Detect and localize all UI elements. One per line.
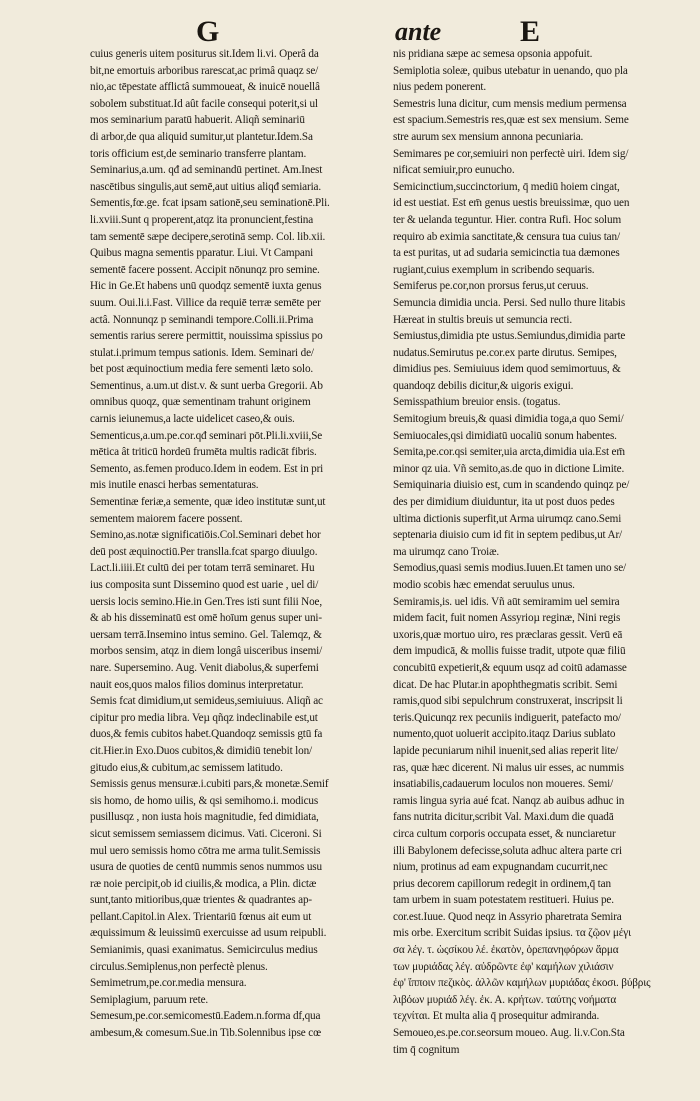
text-line: gitudo eius,& cubitum,ac semissem latitudo.	[90, 761, 283, 774]
text-line: sunt,tanto mitioribus,quæ trientes & quadrantes ap-	[90, 894, 312, 907]
text-line: Semita,pe.cor.qsi semiter,uia arcta,dimidia uia.Est em̄	[393, 446, 625, 459]
text-line: rugiant,cuius exemplum in scribendo sequaris.	[393, 263, 595, 276]
text-line: bit,ne emortuis arboribus rarescat,ac primâ quaqz se/	[90, 64, 319, 77]
text-line: omnibus quoqz, quæ sementinam trahunt originem	[90, 396, 311, 409]
text-line: τεχνίται. Et multa alia q̄ prosequitur admiranda.	[393, 1010, 600, 1023]
text-line: Semis fcat dimidium,ut semideus,semiuiuus. Aliqñ ac	[90, 695, 323, 708]
text-line: Sementis,fœ.ge. fcat ipsam sationē,seu seminationē.Pli.	[90, 197, 330, 210]
running-head: ante	[395, 17, 442, 46]
text-line: ius composita sunt Dissemino quod est uarie , uel di/	[90, 579, 319, 591]
text-line: ultima dictionis superfit,ut Arma uirumqz cano.Semi	[393, 512, 622, 525]
text-line: stulat.i.primum tempus sationis. Idem. Seminari de/	[90, 346, 314, 359]
text-line: numento,quot uoluerit accipito.itaqz Darius sublato	[393, 728, 616, 741]
text-line: deū post æquinoctiū.Per translla.fcat spargo diuulgo.	[90, 545, 318, 558]
text-line: ambesum,& comesum.Sue.in Tib.Solennibus ipse cœ	[90, 1027, 321, 1040]
text-line: Semiramis,is. uel idis. Vñ aūt semiramim uel semira	[393, 595, 620, 608]
text-line: bet post æquinoctium media fere sementi læto solo.	[90, 363, 314, 376]
text-line: των μυριάδας λέγ. αὐδρῶντε ἐφ' καμήλων χιλιάσιν	[393, 960, 614, 973]
text-line: σα λέγ. τ. ὡςσίκου λέ. ἐκατὸν, ὁρεπανηφόρων ἅρμα	[393, 944, 619, 957]
text-line: ἐφ' ἵπποιν πεζικὸς. ἀλλῶν καμήλων μυριάδας ἐκοσι. βύβρις	[393, 977, 651, 990]
text-line: Semestris luna dicitur, cum mensis medium permensa	[393, 97, 627, 110]
text-line: Semuncia dimidia uncia. Persi. Sed nullo thure litabis	[393, 296, 626, 309]
text-line: minor qz uia. Vñ semito,as.de quo in dictione Limite.	[393, 462, 625, 475]
text-line: fans nutrita dicitur,scribit Val. Maxi.dum die quadā	[393, 811, 614, 824]
text-line: dem impudicā, & mollis fuisse tradit, utpote quæ filiū	[393, 645, 626, 658]
text-line: Semiustus,dimidia pte ustus.Semiundus,dimidia parte	[393, 330, 626, 343]
text-line: Semento, as.femen produco.Idem in eodem. Est in pri	[90, 462, 324, 475]
text-line: mis orbe. Exercitum scribit Suidas ipsius. τα ζῷον μέγι	[393, 927, 631, 940]
text-line: æquissimum & leuissimū exercuisse ad usum reipubli.	[90, 927, 327, 940]
text-line: Semimetrum,pe.cor.media mensura.	[90, 977, 247, 990]
text-line: & ab his disseminatū est omē hoīum genus super uni-	[90, 612, 322, 625]
text-line: duos,& femis cubitos habet.Quandoqz semissis gtū fa	[90, 728, 323, 741]
text-line: ma uirumqz cano Troiæ.	[393, 545, 500, 558]
text-line: ramis lingua syria aué fcat. Nanqz ab auibus adhuc in	[393, 794, 625, 807]
text-line: dicat. De hac Plutar.in apophthegmatis scribit. Semi	[393, 678, 618, 691]
text-line: Semino,as.notæ significatiōis.Col.Seminari debet hor	[90, 529, 321, 542]
text-line: Semitogium breuis,& quasi dimidia toga,a quo Semi/	[393, 413, 624, 426]
text-line: ramis,quod sibi sepulchrum construxerat, inscripsit li	[393, 695, 623, 708]
text-line: Semianimis, quasi exanimatus. Semicirculus medius	[90, 944, 318, 957]
text-line: Semiquinaria diuisio est, cum in scandendo quinqz pe/	[393, 479, 630, 492]
text-line: circulus.Semiplenus,non perfectè plenus.	[90, 960, 268, 973]
text-line: nare. Supersemino. Aug. Venit diabolus,& superfemi	[90, 661, 319, 674]
text-line: quandoqz debilis dicitur,& uigoris exigui.	[393, 379, 574, 392]
text-line: Sementinus, a.um.ut dist.v. & sunt uerba Gregorii. Ab	[90, 379, 323, 392]
text-line: Semiferus pe.cor,non prorsus ferus,ut ceruus.	[393, 280, 589, 293]
text-line: nudatus.Semirutus pe.cor.ex parte dirutus. Semipes,	[393, 346, 617, 359]
text-line: mis inutile enasci herbas sementaturas.	[90, 479, 259, 492]
text-line: pusillusqz , non iusta hois magnitudie, fed dimidiata,	[90, 811, 319, 824]
text-line: Quibus magna sementis pparatur. Liui. Vt Campani	[90, 247, 314, 260]
text-line: est spacium.Semestris res,quæ est sex mensium. Seme	[393, 114, 629, 127]
text-line: usura de quoties de centū nummis senos nummos usu	[90, 861, 322, 874]
text-line: midem facit, fuit nomen Assyrioµ reginæ, Nini regis	[393, 612, 621, 625]
text-line: Hæreat in stultis breuis ut semuncia recti.	[393, 313, 573, 326]
text-line: Semisspathium breuior ensis. (togatus.	[393, 396, 561, 409]
text-line: sicut semissem semiassem dicimus. Vati. Ciceroni. Si	[90, 827, 322, 840]
text-line: Semissis genus mensuræ.i.cubiti pars,& monetæ.Semif	[90, 778, 329, 791]
text-line: sementē facere possent. Accipit nōnunqz pro semine.	[90, 263, 320, 276]
text-line: cuius generis uitem positurus sit.Idem li.vi. Operâ da	[90, 48, 319, 60]
text-line: suum. Oui.li.i.Fast. Villice da requiē terræ semēte per	[90, 296, 321, 309]
text-line: nius pedem ponerent.	[393, 81, 487, 94]
text-line: stre aurum sex mensium annona pecuniaria.	[393, 130, 584, 143]
text-line: nauit eos,quos malos filios dominus interpretatur.	[90, 678, 304, 691]
text-line: carnis ieiunemus,a lacte uidelicet caseo,& ouis.	[90, 413, 295, 426]
text-line: tam sementē sæpe decipere,serotinā semp. Col. lib.xii.	[90, 230, 326, 243]
text-line: cor.est.Iuue. Quod neqz in Assyrio pharetrata Semira	[393, 910, 622, 923]
text-line: sis homo, de homo uilis, & qsi semihomo.i. modicus	[90, 794, 319, 807]
text-line: Semodius,quasi semis modius.Iuuen.Et tamen uno se/	[393, 562, 627, 575]
text-line: dimidius pes. Semiuiuus idem quod semimortuus, &	[393, 363, 621, 376]
text-line: teris.Quicunqz rex pecuniis indiguerit, patefacto mo/	[393, 711, 621, 724]
text-line: morbos sensim, atqz in diem longâ uisceribus insemi/	[90, 645, 323, 658]
text-line: circa cultum corporis occupata esset, & nunciaretur	[393, 827, 616, 840]
text-line: nis pridiana sæpe ac semesa opsonia appofuit.	[393, 48, 593, 60]
text-line: septenaria diuisio cum id fit in septem pedibus,ut Ar/	[393, 529, 622, 542]
text-line: ras, quæ hæc dicerent. Ni malus uir esses, ac nummis	[393, 761, 624, 774]
text-line: Semiuocales,qsi dimidiatū uocaliū sonum habentes.	[393, 429, 617, 442]
text-line: λιβόων μυριάδ λέγ. ἐκ. Α. κρήτων. ταύτης νοήματα	[393, 993, 617, 1006]
text-line: Semicinctium,succinctorium, q̄ mediū hoiem cingat,	[393, 180, 620, 193]
text-line: li.xviii.Sunt q properent,atqz ita pronuncient,festina	[90, 213, 314, 226]
text-line: nium, protinus ad eam expugnandam cucurrit,nec	[393, 861, 608, 874]
text-line: mul uero semissis homo cōtra me arma tulit.Semissis	[90, 844, 321, 857]
text-line: tam urbem in suam potestatem restitueri. Huius pe.	[393, 894, 614, 907]
text-line: Lact.li.iiii.Et cultū dei per totam terrā seminaret. Hu	[90, 562, 315, 575]
text-line: nio,ac tēpestate afflictâ summoueat, & inuicē nouellâ	[90, 81, 320, 94]
text-line: Semesum,pe.cor.semicomestū.Eadem.n.forma df,qua	[90, 1010, 321, 1023]
text-line: mos seminarium paratū habuerit. Aliqñ seminariū	[90, 114, 305, 127]
text-line: Semiplagium, paruum rete.	[90, 993, 209, 1006]
text-line: pellant.Capitol.in Alex. Trientariū fœnus ait eum ut	[90, 910, 312, 923]
text-line: cit.Hier.in Exo.Duos cubitos,& dimidiū tenebit lon/	[90, 744, 312, 757]
text-line: uersis locis semino.Hie.in Gen.Tres isti sunt filii Noe,	[90, 595, 323, 608]
text-line: ta est puritas, ut ad sudaria semicinctia tua dæmones	[393, 247, 620, 260]
text-line: requiro ab eximia sanctitate,& censura tua cuius tan/	[393, 230, 620, 243]
text-line: Semiplotia soleæ, quibus utebatur in uenando, quo pla	[393, 64, 628, 77]
text-line: Sementinæ feriæ,a semente, quæ ideo institutæ sunt,ut	[90, 496, 326, 509]
text-line: uxoris,quæ mortuo uiro, res præclaras gessit. Verū eā	[393, 628, 623, 641]
text-line: uersam terrā.Insemino intus semino. Gel. Talemqz, &	[90, 628, 322, 641]
right-text-column	[393, 46, 699, 1058]
text-line: sementis rarius serere permittit, nouissima spissius po	[90, 330, 323, 343]
text-line: ræ noie percipit,ob id ciuilis,& modica, a Plin. dictæ	[90, 877, 317, 890]
text-line: tim q̄ cognitum	[393, 1043, 460, 1056]
text-line: des per dimidium diuiduntur, ita ut post duos pedes	[393, 496, 615, 509]
text-line: Sementicus,a.um.pe.cor.qđ seminari pōt.Pli.li.xviii,Se	[90, 429, 323, 442]
text-line: id est uestiat. Est em̄ genus uestis breuissimæ, quo uen	[393, 197, 630, 210]
text-line: toris officium est,de seminario transferre plantam.	[90, 147, 307, 160]
text-line: mētica ât triticū hordeū frumēta multis radicāt fibris.	[90, 446, 317, 459]
text-line: Seminarius,a.um. qđ ad seminandū pertinet. Am.Inest	[90, 164, 323, 177]
text-line: Semoueo,es.pe.cor.seorsum moueo. Aug. li.v.Con.Sta	[393, 1027, 625, 1040]
text-line: lapide pecuniarum nihil inuenit,sed alias reperit lite/	[393, 744, 619, 757]
text-line: Hic in Ge.Et habens unū quodqz sementē iuxta genus	[90, 280, 322, 293]
text-line: Semimares pe cor,semiuiri non perfectè uiri. Idem sig/	[393, 147, 629, 160]
text-line: insatiabilis,cadauerum loculos non moueres. Semi/	[393, 778, 614, 791]
text-line: illi Babylonem defecisse,soluta adhuc altera parte cri	[393, 844, 622, 857]
text-line: modio scobis hæc emendat seruulus unus.	[393, 579, 575, 591]
text-line: ter & uelanda teguntur. Hier. contra Rufi. Hoc solum	[393, 213, 622, 226]
text-line: cipitur pro media libra. Veµ qñqz indeclinabile est,ut	[90, 711, 318, 724]
text-line: actâ. Nonnunqz p seminandi tempore.Colli.ii.Prima	[90, 313, 314, 326]
signature-mark-right: E	[520, 15, 541, 48]
text-line: sementem maiorem facere possent.	[90, 512, 243, 525]
text-line: concubitū expetierit,& equum usqz ad coitū adamasse	[393, 661, 627, 674]
text-line: nificat semiuir,pro eunucho.	[393, 164, 515, 177]
signature-mark-left: G	[196, 15, 220, 48]
text-line: sobolem substituat.Id aût facile consequi poterit,si ul	[90, 97, 318, 110]
text-line: di arbor,de qua aliquid sumitur,ut plantetur.Idem.Sa	[90, 130, 313, 143]
text-line: nascētibus singulis,aut semē,aut uitius aliqđ semiaria.	[90, 180, 321, 193]
text-line: prius decorem capillorum redegit in ordinem,q̄ tan	[393, 877, 611, 890]
left-text-column	[90, 46, 396, 1042]
